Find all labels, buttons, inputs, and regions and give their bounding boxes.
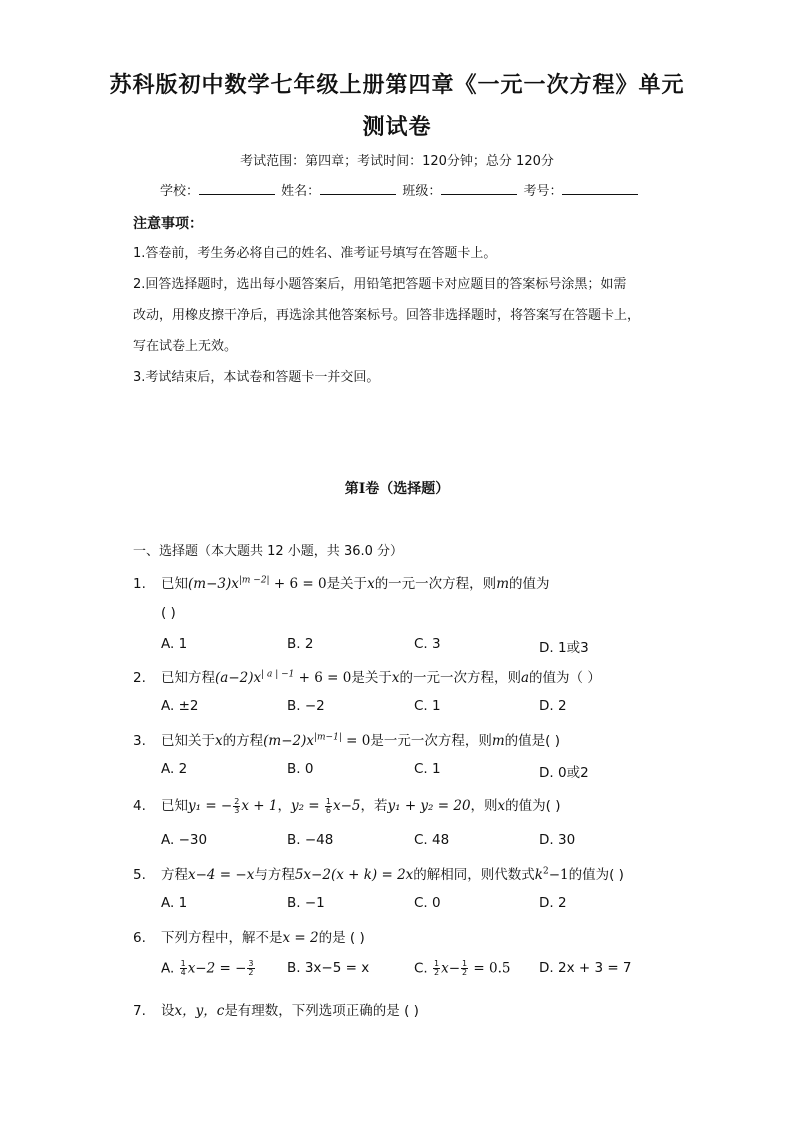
option-d[interactable]: D. 2 [539,895,567,911]
name-blank[interactable] [320,182,396,195]
option-d[interactable]: D. 2x + 3 = 7 [539,960,632,976]
option-b[interactable]: B. −2 [287,698,325,714]
option-b[interactable]: B. −48 [287,832,334,848]
option-d[interactable]: D. 0或2 [539,765,589,781]
question-3: 3. 已知关于x的方程$(m-2)x^{|m-1|} = 0$是一元一次方程，则m的值是( ) [133,732,560,749]
option-a[interactable]: A. ±2 [161,698,199,714]
notice-item-2-line1: 2.回答选择题时，选出每小题答案后，用铅笔把答题卡对应题目的答案标号涂黑；如需 [133,277,627,292]
school-label: 学校： [160,184,200,199]
number-blank[interactable] [562,182,638,195]
page-title-line2: 测试卷 [362,114,432,140]
question-5: 5. 方程x−4 = −x与方程5x−2(x + k) = 2x的解相同，则代数式$k^2-1$的值为( ) [133,866,624,883]
page-title: 苏科版初中数学七年级上册第四章《一元一次方程》单元 [109,72,685,98]
option-d[interactable]: D. 2 [539,698,567,714]
name-label: 姓名： [281,184,321,199]
section-title: 第Ⅰ卷（选择题） [344,481,450,497]
option-d[interactable]: D. 1或3 [539,640,589,656]
question-2: 2. 已知方程$(a-2)x^{| a | -1} + 6 = 0$是关于x的一元一次方程，则a的值为（ ） [133,669,601,686]
option-a[interactable]: A. 2 [161,761,188,777]
option-c[interactable]: C. 1 [414,698,441,714]
notice-item-3: 3.考试结束后，本试卷和答题卡一并交回。 [133,370,380,385]
option-c[interactable]: C. 0 [414,895,441,911]
option-c[interactable]: C. $\frac{1}{2}$ x− $\frac{1}{2}$ = 0.5 [414,959,511,977]
question-1-paren: ( ) [161,605,176,621]
school-blank[interactable] [199,182,275,195]
class-label: 班级： [402,184,442,199]
notice-item-2-line2: 改动，用橡皮擦干净后，再选涂其他答案标号。回答非选择题时，将答案写在答题卡上， [133,308,641,323]
fraction: $\frac{1}{2}$ [434,959,440,977]
exam-meta: 考试范围：第四章；考试时间：120分钟；总分 120分 [240,154,554,169]
notice-item-2-line3: 写在试卷上无效。 [133,339,238,354]
fraction: $\frac{3}{2}$ [248,959,254,977]
part-title: 一、选择题（本大题共 12 小题，共 36.0 分） [133,544,404,559]
option-a[interactable]: A. 1 [161,895,188,911]
number-label: 考号： [523,184,563,199]
fraction: $\frac{1}{4}$ [180,959,186,977]
notice-item-1: 1.答卷前，考生务必将自己的姓名、准考证号填写在答题卡上。 [133,246,497,261]
question-4: 4. 已知y₁ = − $\frac{2}{3}$ x + 1，y₂ = $\frac{1}{6}$ x−5，若y₁ + y₂ = 20，则x的值为( ) [133,796,561,815]
question-1: 1. 已知$(m-3)x^{|m -2|} + 6 = 0$是关于x的一元一次方程，则m的值为 [133,575,550,592]
question-7: 7. 设x，y，c是有理数，下列选项正确的是 ( ) [133,1003,419,1019]
option-a[interactable]: A. −30 [161,832,208,848]
fraction: $\frac{1}{2}$ [462,959,468,977]
option-c[interactable]: C. 1 [414,761,441,777]
student-fields [160,180,640,199]
question-6: 6. 下列方程中，解不是x = 2的是 ( ) [133,930,365,946]
option-b[interactable]: B. −1 [287,895,325,911]
option-a[interactable]: A. $\frac{1}{4}$ x−2 = − $\frac{3}{2}$ [161,959,254,977]
option-d[interactable]: D. 30 [539,832,576,848]
option-a[interactable]: A. 1 [161,636,188,652]
notice-heading: 注意事项： [133,216,203,232]
option-c[interactable]: C. 3 [414,636,441,652]
class-blank[interactable] [441,182,517,195]
fraction: $\frac{1}{6}$ [325,796,331,815]
option-c[interactable]: C. 48 [414,832,450,848]
option-b[interactable]: B. 0 [287,761,314,777]
option-b[interactable]: B. 3x−5 = x [287,960,370,976]
fraction: $\frac{2}{3}$ [234,796,240,815]
option-b[interactable]: B. 2 [287,636,314,652]
